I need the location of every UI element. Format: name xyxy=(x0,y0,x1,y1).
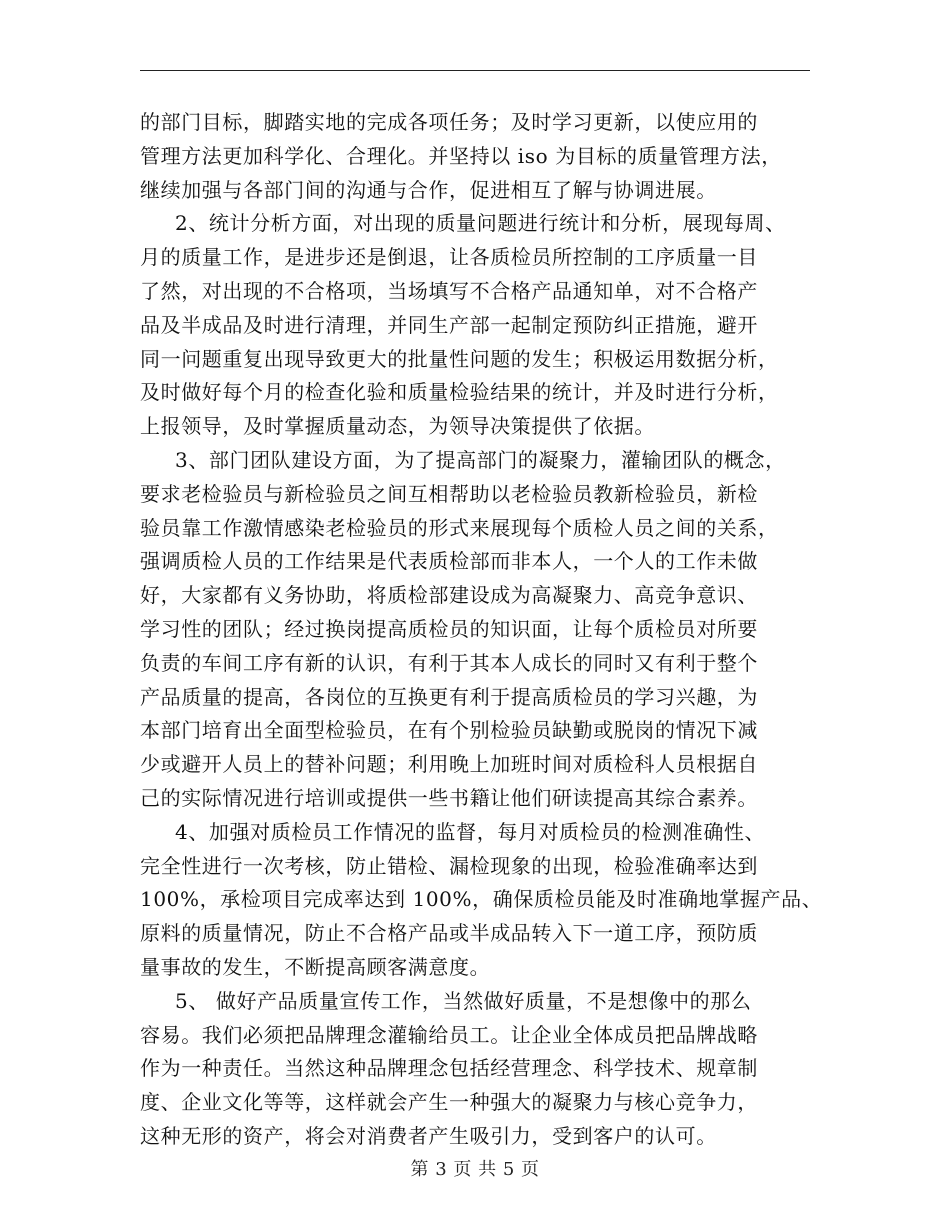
paragraph-start-line: 3、部门团队建设方面，为了提高部门的凝聚力，灌输团队的概念， xyxy=(175,447,786,472)
text-line: 了然，对出现的不合格项，当场填写不合格产品通知单，对不合格产 xyxy=(140,278,758,303)
text-line: 本部门培育出全面型检验员，在有个别检验员缺勤或脱岗的情况下减 xyxy=(140,718,758,743)
text-line: 容易。我们必须把品牌理念灌输给员工。让企业全体成员把品牌战略 xyxy=(140,1022,758,1047)
text-line: 及时做好每个月的检查化验和质量检验结果的统计，并及时进行分析， xyxy=(140,380,779,405)
paragraph-start-line: 2、统计分析方面，对出现的质量问题进行统计和分析，展现每周、 xyxy=(175,211,786,236)
document-body xyxy=(140,106,823,1154)
text-line: 好，大家都有义务协助，将质检部建设成为高凝聚力、高竞争意识、 xyxy=(140,583,758,608)
paragraph-start-line: 4、加强对质检员工作情况的监督，每月对质检员的检测准确性、 xyxy=(175,819,766,844)
text-line: 这种无形的资产，将会对消费者产生吸引力，受到客户的认可。 xyxy=(140,1123,717,1148)
text-line: 继续加强与各部门间的沟通与合作，促进相互了解与协调进展。 xyxy=(140,177,717,202)
text-line: 强调质检人员的工作结果是代表质检部而非本人，一个人的工作未做 xyxy=(140,549,758,574)
text-line: 少或避开人员上的替补问题；利用晚上加班时间对质检科人员根据自 xyxy=(140,752,758,777)
text-line: 月的质量工作，是进步还是倒退，让各质检员所控制的工序质量一目 xyxy=(140,245,758,270)
text-line: 己的实际情况进行培训或提供一些书籍让他们研读提高其综合素养。 xyxy=(140,785,758,810)
header-divider xyxy=(140,70,810,71)
text-line: 作为一种责任。当然这种品牌理念包括经营理念、科学技术、规章制 xyxy=(140,1056,758,1081)
text-line: 要求老检验员与新检验员之间互相帮助以老检验员教新检验员，新检 xyxy=(140,481,758,506)
paragraph-start-line: 5、 做好产品质量宣传工作，当然做好质量，不是想像中的那么 xyxy=(175,988,752,1013)
text-line: 学习性的团队；经过换岗提高质检员的知识面，让每个质检员对所要 xyxy=(140,616,758,641)
text-line: 量事故的发生，不断提高顾客满意度。 xyxy=(140,954,491,979)
text-line: 度、企业文化等等，这样就会产生一种强大的凝聚力与核心竞争力， xyxy=(140,1090,758,1115)
text-line: 的部门目标，脚踏实地的完成各项任务；及时学习更新，以使应用的 xyxy=(140,110,758,134)
text-line: 同一问题重复出现导致更大的批量性问题的发生；积极运用数据分析， xyxy=(140,346,779,371)
text-line: 上报领导，及时掌握质量动态，为领导决策提供了依据。 xyxy=(140,414,655,439)
text-line: 管理方法更加科学化、合理化。并坚持以 iso 为目标的质量管理方法， xyxy=(140,143,782,168)
text-line: 原料的质量情况，防止不合格产品或半成品转入下一道工序，预防质 xyxy=(140,921,758,946)
text-line: 负责的车间工序有新的认识，有利于其本人成长的同时又有利于整个 xyxy=(140,650,758,675)
text-line: 100%，承检项目完成率达到 100%，确保质检员能及时准确地掌握产品、 xyxy=(140,887,823,912)
text-line: 验员靠工作激情感染老检验员的形式来展现每个质检人员之间的关系， xyxy=(140,515,779,540)
text-line: 产品质量的提高，各岗位的互换更有利于提高质检员的学习兴趣，为 xyxy=(140,684,758,709)
page-number-footer: 第 3 页 共 5 页 xyxy=(410,1159,540,1180)
text-line: 完全性进行一次考核，防止错检、漏检现象的出现，检验准确率达到 xyxy=(140,853,758,878)
text-line: 品及半成品及时进行清理，并同生产部一起制定预防纠正措施，避开 xyxy=(140,312,758,337)
